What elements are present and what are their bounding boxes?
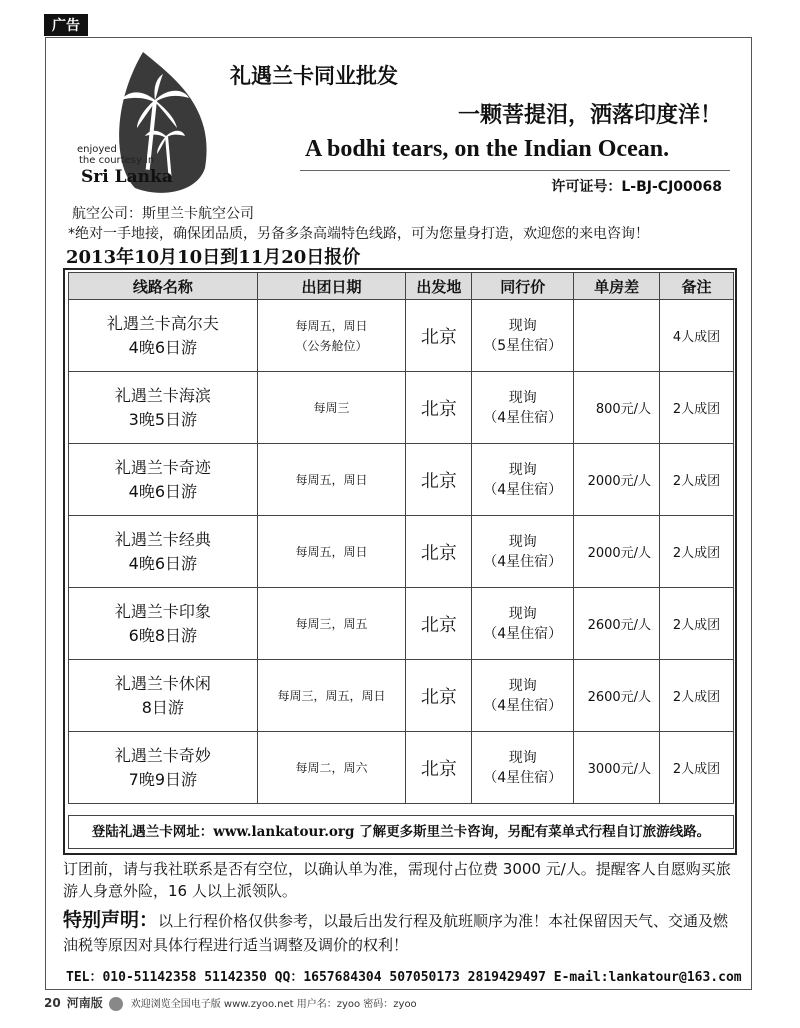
logo-line2: the courtesy in — [79, 155, 155, 166]
route-name: 礼遇兰卡奇迹 4晚6日游 — [69, 444, 258, 516]
departure-city: 北京 — [406, 444, 472, 516]
departure-dates: 每周五，周日 — [257, 516, 406, 588]
single-supplement — [574, 300, 660, 372]
slogan-chinese: 一颗菩提泪，洒落印度洋！ — [457, 102, 722, 128]
peer-price: 现询 （4星住宿） — [472, 660, 574, 732]
slogan-english: A bodhi tears, on the Indian Ocean. — [305, 136, 670, 162]
peer-price: 现询 （5星住宿） — [472, 300, 574, 372]
special-declaration — [63, 908, 737, 957]
peer-price: 现询 （4星住宿） — [472, 588, 574, 660]
quote-period-title: 2013年10月10日到11月20日报价 — [66, 247, 361, 268]
header-remark: 备注 — [660, 273, 734, 300]
single-supplement: 2000元/人 — [574, 444, 660, 516]
departure-dates: 每周三 — [257, 372, 406, 444]
page-footer — [44, 994, 417, 1011]
booking-notice: 订团前，请与我社联系是否有空位，以确认单为准，需现付占位费 3000 元/人。提醒客人自愿购买旅游人身意外险，16 人以上派领队。 — [63, 860, 731, 900]
airline-info: 航空公司：斯里兰卡航空公司 — [72, 206, 254, 222]
emblem-icon — [109, 997, 123, 1011]
table-row — [69, 444, 734, 516]
logo-line1: enjoyed — [77, 144, 117, 155]
remark: 2人成团 — [660, 372, 734, 444]
peer-price: 现询 （4星住宿） — [472, 516, 574, 588]
single-supplement: 3000元/人 — [574, 732, 660, 804]
header-route: 线路名称 — [69, 273, 258, 300]
departure-dates: 每周三，周五 — [257, 588, 406, 660]
divider — [300, 170, 730, 171]
peer-price: 现询 （4星住宿） — [472, 732, 574, 804]
route-name: 礼遇兰卡海滨 3晚5日游 — [69, 372, 258, 444]
header-single-supplement: 单房差 — [574, 273, 660, 300]
peer-price: 现询 （4星住宿） — [472, 444, 574, 516]
logo-brand: Sri Lanka — [81, 167, 173, 187]
remark: 2人成团 — [660, 444, 734, 516]
single-supplement: 800元/人 — [574, 372, 660, 444]
website-line: 登陆礼遇兰卡网址：www.lankatour.org 了解更多斯里兰卡咨询，另配有菜单式行程自订旅游线路。 — [68, 815, 734, 849]
departure-city: 北京 — [406, 516, 472, 588]
price-table — [68, 272, 734, 804]
departure-dates: 每周三，周五，周日 — [257, 660, 406, 732]
header-date: 出团日期 — [257, 273, 406, 300]
single-supplement: 2000元/人 — [574, 516, 660, 588]
route-name: 礼遇兰卡印象 6晚8日游 — [69, 588, 258, 660]
route-name: 礼遇兰卡奇妙 7晚9日游 — [69, 732, 258, 804]
table-row — [69, 516, 734, 588]
table-row — [69, 660, 734, 732]
departure-city: 北京 — [406, 300, 472, 372]
footer-text: 欢迎浏览全国电子版 www.zyoo.net 用户名：zyoo 密码：zyoo — [130, 999, 417, 1010]
table-row — [69, 372, 734, 444]
company-title: 礼遇兰卡同业批发 — [230, 63, 398, 88]
page-number: 20 — [44, 996, 61, 1010]
departure-city: 北京 — [406, 660, 472, 732]
declaration-label: 特别声明： — [63, 909, 159, 931]
departure-city: 北京 — [406, 588, 472, 660]
departure-dates: 每周五，周日 — [257, 444, 406, 516]
departure-city: 北京 — [406, 732, 472, 804]
license-number: 许可证号：L-BJ-CJ00068 — [551, 179, 722, 195]
route-name: 礼遇兰卡经典 4晚6日游 — [69, 516, 258, 588]
remark: 2人成团 — [660, 660, 734, 732]
table-row — [69, 588, 734, 660]
route-name: 礼遇兰卡休闲 8日游 — [69, 660, 258, 732]
route-name: 礼遇兰卡高尔夫 4晚6日游 — [69, 300, 258, 372]
table-row — [69, 300, 734, 372]
header-price: 同行价 — [472, 273, 574, 300]
remark: 2人成团 — [660, 516, 734, 588]
remark: 4人成团 — [660, 300, 734, 372]
remark: 2人成团 — [660, 732, 734, 804]
contact-info: TEL：010-51142358 51142350 QQ：1657684304 507050173 2819429497 E-mail:lankatour@163.com — [66, 970, 742, 985]
remark: 2人成团 — [660, 588, 734, 660]
ad-label: 广告 — [44, 14, 88, 36]
sri-lanka-logo — [65, 48, 220, 198]
departure-dates: 每周二，周六 — [257, 732, 406, 804]
table-header-row — [69, 273, 734, 300]
departure-city: 北京 — [406, 372, 472, 444]
departure-dates: 每周五，周日 （公务舱位） — [257, 300, 406, 372]
single-supplement: 2600元/人 — [574, 660, 660, 732]
service-note: *绝对一手地接，确保团品质，另备多条高端特色线路，可为您量身打造，欢迎您的来电咨询！ — [68, 226, 649, 242]
peer-price: 现询 （4星住宿） — [472, 372, 574, 444]
single-supplement: 2600元/人 — [574, 588, 660, 660]
declaration-text: 以上行程价格仅供参考，以最后出发行程及航班顺序为准！本社保留因天气、交通及燃油税等原因对具体行程进行适当调整及调价的权利！ — [63, 912, 729, 954]
header-departure: 出发地 — [406, 273, 472, 300]
price-table-box — [63, 268, 737, 855]
edition-label: 河南版 — [66, 996, 103, 1010]
table-row — [69, 732, 734, 804]
